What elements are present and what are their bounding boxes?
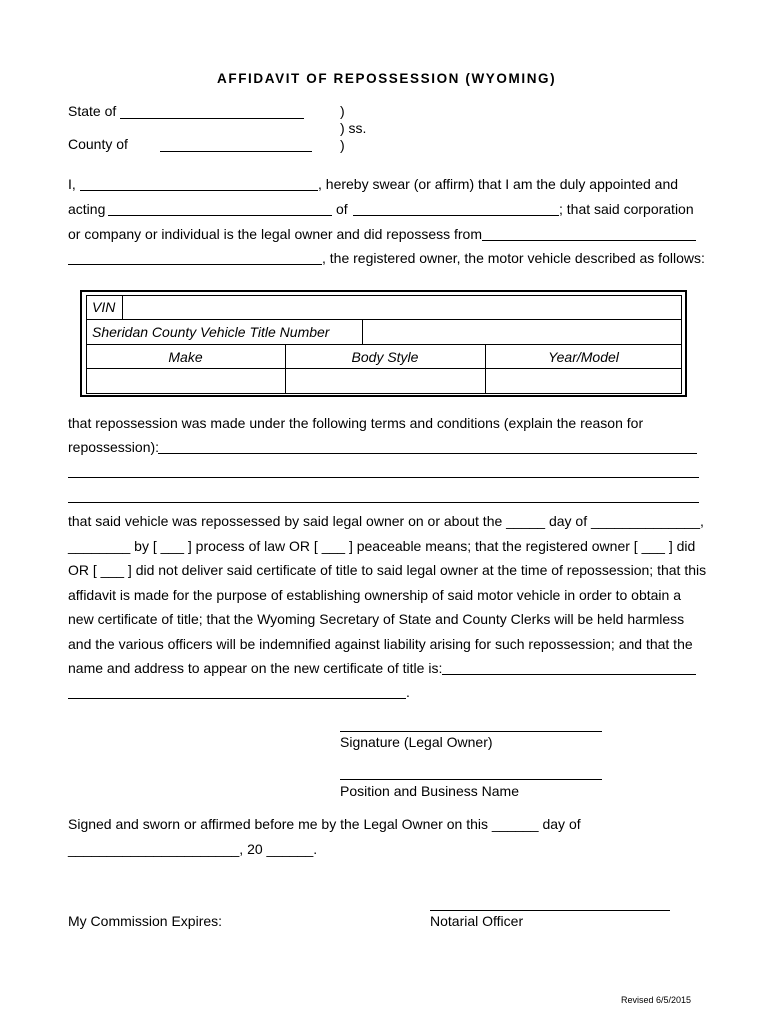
reason-field-3[interactable] xyxy=(68,502,699,503)
body-line-5: new certificate of title; that the Wyoming Secretary of State and County Clerks will be held harmless xyxy=(68,611,685,627)
body-line-7: name and address to appear on the new certificate of title is: xyxy=(68,660,443,676)
title-number-field[interactable] xyxy=(364,321,680,342)
terms-line-1: that repossession was made under the following terms and conditions (explain the reason for xyxy=(68,415,644,431)
venue-ss: ) ss. xyxy=(340,120,367,136)
acting-field[interactable] xyxy=(108,215,332,216)
notarial-officer-label: Notarial Officer xyxy=(430,913,524,929)
state-field[interactable] xyxy=(120,118,304,119)
sworn-line: Signed and sworn or affirmed before me by the Legal Owner on this ______ day of xyxy=(68,816,581,832)
body-line-4: affidavit is made for the purpose of establishing ownership of said motor vehicle in order to obtain a xyxy=(68,587,681,603)
title-number-label: Sheridan County Vehicle Title Number xyxy=(92,324,330,340)
venue-paren-1: ) xyxy=(340,103,345,119)
county-label: County of xyxy=(68,136,128,152)
repossessed-from-field[interactable] xyxy=(482,240,696,241)
body-line-1: that said vehicle was repossessed by said legal owner on or about the _____ day of ______________, xyxy=(68,513,704,529)
body-line-2: ________ by [ ___ ] process of law OR [ ___ ] peaceable means; that the registered owner [ ___ ] did xyxy=(68,538,696,554)
terms-line-2: repossession): xyxy=(68,439,160,455)
affiant-name-field[interactable] xyxy=(80,190,318,191)
new-title-name-field[interactable] xyxy=(442,674,696,675)
intro-line4-text: , the registered owner, the motor vehicle described as follows: xyxy=(322,250,705,266)
position-line[interactable] xyxy=(340,779,602,780)
make-field[interactable] xyxy=(88,370,283,392)
commission-expires-label: My Commission Expires: xyxy=(68,913,223,929)
intro-line2-text: ; that said corporation xyxy=(559,201,694,217)
intro-i: I, xyxy=(68,176,76,192)
venue-paren-3: ) xyxy=(340,137,345,153)
table-row-divider-3 xyxy=(86,368,682,369)
of-label: of xyxy=(336,201,348,217)
intro-line3-text: or company or individual is the legal owner and did repossess from xyxy=(68,226,482,242)
table-row-divider-1 xyxy=(86,319,682,320)
new-title-address-field[interactable] xyxy=(68,698,406,699)
corporation-field[interactable] xyxy=(353,215,559,216)
sworn-date-line: ______________________, 20 ______. xyxy=(68,841,318,857)
state-label: State of xyxy=(68,103,117,119)
county-field[interactable] xyxy=(160,151,312,152)
position-label: Position and Business Name xyxy=(340,783,519,799)
document-title: AFFIDAVIT OF REPOSSESSION (WYOMING) xyxy=(217,71,557,86)
reason-field-2[interactable] xyxy=(68,477,699,478)
title-number-divider xyxy=(362,319,363,344)
body-line-6: and the various officers will be indemnified against liability arising for such repossession; and that the xyxy=(68,636,693,652)
body-line-3: OR [ ___ ] did not deliver said certificate of title to said legal owner at the time of repossession; that this xyxy=(68,562,707,578)
revised-date: Revised 6/5/2015 xyxy=(621,995,692,1005)
vin-label: VIN xyxy=(92,299,116,315)
vin-field[interactable] xyxy=(124,297,680,317)
year-model-field[interactable] xyxy=(487,370,680,392)
vin-divider xyxy=(122,295,123,319)
intro-line1-text: , hereby swear (or affirm) that I am the duly appointed and xyxy=(318,176,679,192)
signature-label: Signature (Legal Owner) xyxy=(340,734,493,750)
acting-label: acting xyxy=(68,201,106,217)
table-row-divider-2 xyxy=(86,344,682,345)
reason-field-1[interactable] xyxy=(158,453,697,454)
make-header: Make xyxy=(168,349,203,365)
year-model-header: Year/Model xyxy=(548,349,619,365)
body-style-field[interactable] xyxy=(287,370,483,392)
signature-line[interactable] xyxy=(340,731,602,732)
body-line-8-period: . xyxy=(406,684,410,700)
notary-signature-line[interactable] xyxy=(430,910,670,911)
registered-owner-field[interactable] xyxy=(68,264,322,265)
body-style-header: Body Style xyxy=(351,349,419,365)
